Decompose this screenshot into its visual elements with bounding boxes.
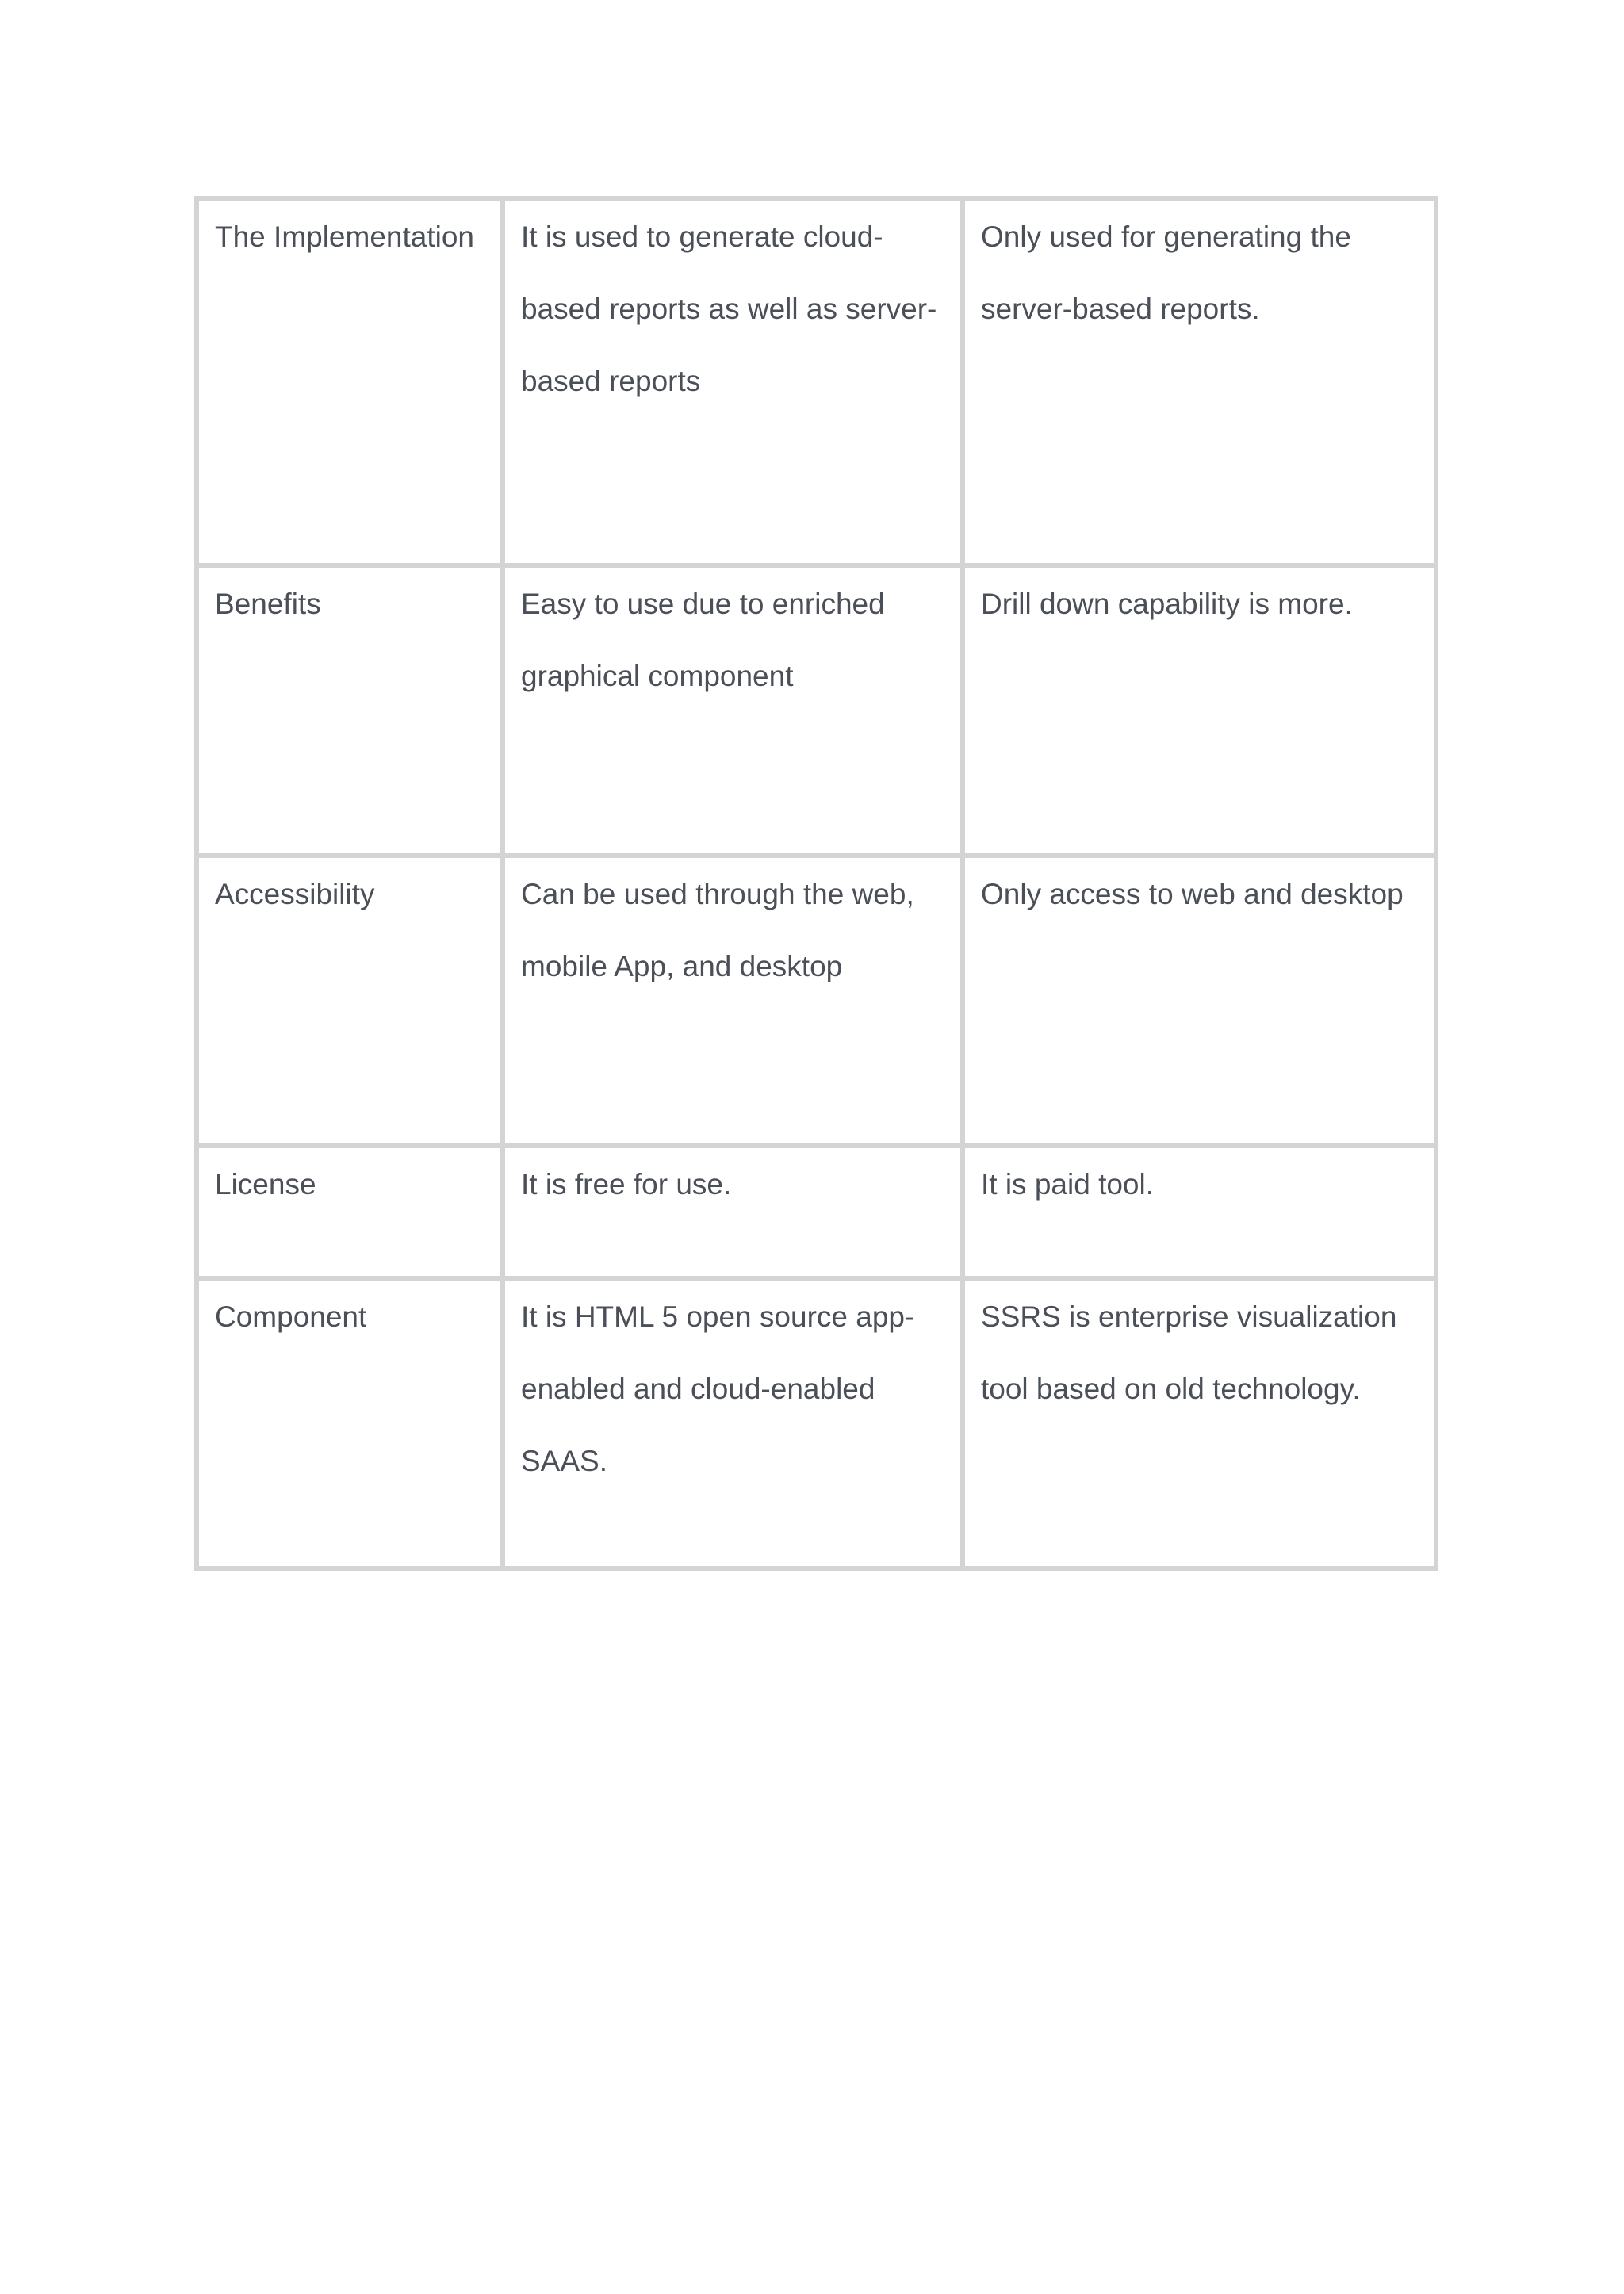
table-cell xyxy=(963,856,1436,1146)
cell-text: Only access to web and desktop xyxy=(981,878,1404,910)
cell-text: Can be used through the web, mobile App, and desktop xyxy=(521,878,914,982)
feature-label: Benefits xyxy=(215,588,321,620)
cell-text: SSRS is enterprise visualization tool based on old technology. xyxy=(981,1300,1397,1405)
table-cell xyxy=(963,1278,1436,1568)
table-row xyxy=(197,198,1436,565)
table-cell xyxy=(963,565,1436,856)
feature-label: Component xyxy=(215,1300,367,1333)
feature-cell xyxy=(197,565,503,856)
table-cell xyxy=(963,198,1436,565)
table-cell xyxy=(503,856,963,1146)
feature-cell xyxy=(197,856,503,1146)
cell-text: Drill down capability is more. xyxy=(981,588,1353,620)
table-row xyxy=(197,565,1436,856)
cell-text: Easy to use due to enriched graphical component xyxy=(521,588,885,692)
table-cell xyxy=(503,198,963,565)
table-cell xyxy=(503,565,963,856)
table-cell xyxy=(503,1146,963,1278)
cell-text: It is free for use. xyxy=(521,1168,732,1201)
cell-text: It is used to generate cloud-based reports as well as server-based reports xyxy=(521,220,937,397)
table-row xyxy=(197,1146,1436,1278)
table-row xyxy=(197,1278,1436,1568)
feature-label: License xyxy=(215,1168,316,1201)
feature-cell xyxy=(197,198,503,565)
table-cell xyxy=(963,1146,1436,1278)
cell-text: It is HTML 5 open source app-enabled and cloud-enabled SAAS. xyxy=(521,1300,915,1477)
feature-label: Accessibility xyxy=(215,878,375,910)
feature-label: The Implementation xyxy=(215,220,475,253)
feature-cell xyxy=(197,1278,503,1568)
table-row xyxy=(197,856,1436,1146)
table-cell xyxy=(503,1278,963,1568)
cell-text: Only used for generating the server-based reports. xyxy=(981,220,1351,325)
comparison-table xyxy=(194,196,1438,1571)
cell-text: It is paid tool. xyxy=(981,1168,1155,1201)
feature-cell xyxy=(197,1146,503,1278)
